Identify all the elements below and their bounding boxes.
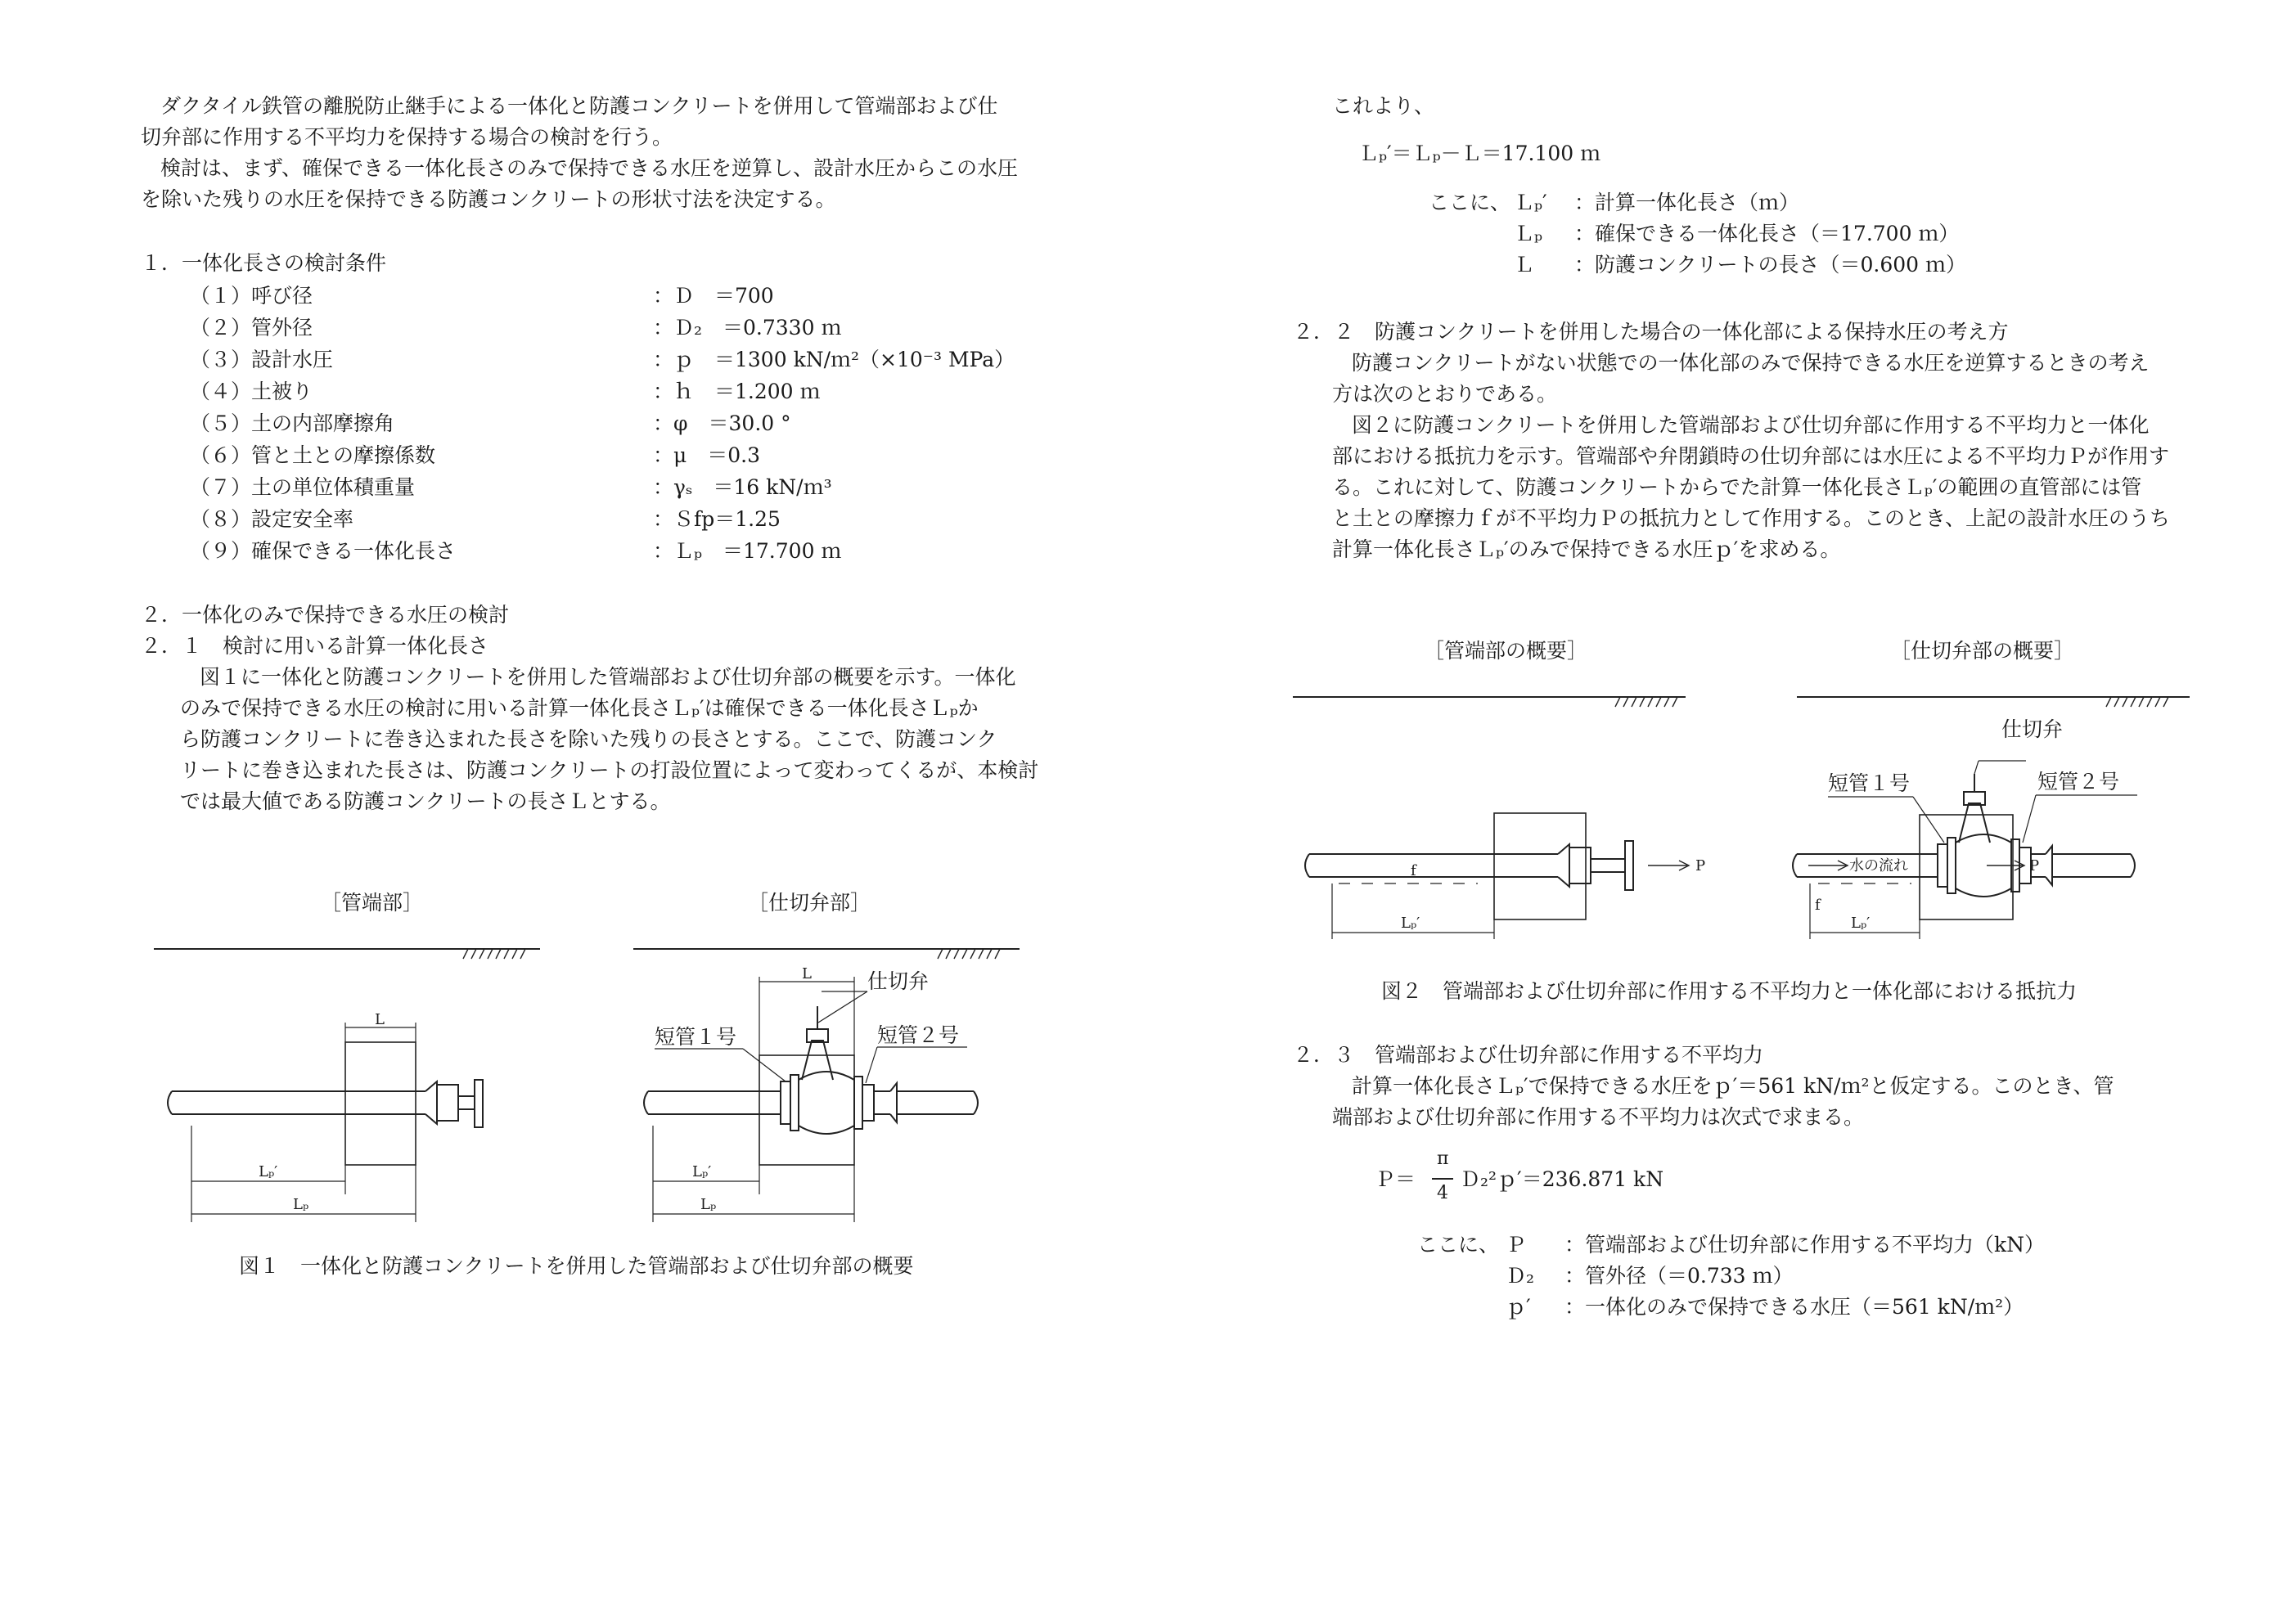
where1-desc: ：防護コンクリートの長さ（＝0.600 ｍ） [1574,253,1967,276]
where2-desc: ：一体化のみで保持できる水圧（＝561 kN/ｍ²） [1564,1295,2024,1319]
fraction-bar [1432,1178,1453,1180]
fig2-flow-label: 水の流れ [1849,857,1908,874]
fig2-short-pipe-1: 短管１号 [1828,771,1911,795]
fig1-caption: 図１ 一体化と防護コンクリートを併用した管端部および仕切弁部の概要 [239,1254,914,1278]
where2-symbol: Ｐ [1506,1233,1527,1257]
fig2-force-p-valve: P [2029,857,2040,874]
where1-desc: ：確保できる一体化長さ（＝17.700 ｍ） [1574,222,1960,245]
fig1-short-pipe-2: 短管２号 [877,1023,960,1047]
fig1-short-pipe-1: 短管１号 [655,1025,737,1049]
fig1-label-pipe-end: ［管端部］ [321,891,424,915]
formula-p-denominator: 4 [1437,1183,1448,1203]
formula-lp-prime: Ｌₚ′＝Ｌₚ－Ｌ＝17.100 ｍ [1358,142,1601,165]
where1-desc: ：計算一体化長さ（ｍ） [1574,191,1800,214]
s21-line-5: では最大値である防護コンクリートの長さＬとする。 [180,789,671,813]
formula-p-lhs: Ｐ＝ [1375,1167,1416,1191]
intro-line-4: を除いた残りの水圧を保持できる防護コンクリートの形状寸法を決定する。 [141,187,836,211]
s21-line-1: 図１に一体化と防護コンクリートを併用した管端部および仕切弁部の概要を示す。一体化 [200,665,1016,689]
where1-symbol: Ｌₚ′ [1514,191,1547,214]
fig2-friction-f-valve: f [1815,897,1821,914]
section-2-2-heading: ２．２ 防護コンクリートを併用した場合の一体化部による保持水圧の考え方 [1293,320,2009,344]
fig2-label-valve: ［仕切弁部の概要］ [1890,639,2075,663]
condition-value: ：Ｄ ＝700 [653,284,774,308]
formula-p-rhs: Ｄ₂²ｐ′＝236.871 kN [1460,1167,1664,1191]
condition-value: ：Ｌₚ ＝17.700 ｍ [653,539,842,563]
fig1-dim-lp-prime-valve: Lₚ′ [692,1163,712,1180]
fig2-caption: 図２ 管端部および仕切弁部に作用する不平均力と一体化部における抵抗力 [1381,979,2078,1003]
intro-line-2: 切弁部に作用する不平均力を保持する場合の検討を行う。 [141,125,673,149]
condition-label: （４）土被り [190,380,313,403]
fig1-dim-L-valve: L [802,965,812,982]
fig1-valve-label: 仕切弁 [867,969,930,993]
condition-value: ：ｐ ＝1300 kN/ｍ²（×10⁻³ MPa） [653,348,1015,371]
s23-line-2: 端部および仕切弁部に作用する不平均力は次式で求まる。 [1332,1105,1865,1129]
condition-label: （７）土の単位体積重量 [190,475,416,499]
condition-value: ：ｈ ＝1.200 ｍ [653,380,821,403]
condition-value: ：Ｄ₂ ＝0.7330 ｍ [653,316,842,339]
where2-symbol: Ｄ₂ [1506,1264,1535,1288]
s21-line-2: のみで保持できる水圧の検討に用いる計算一体化長さＬₚ′は確保できる一体化長さＬₚか [180,696,979,720]
condition-value: ：γₛ ＝16 kN/ｍ³ [653,475,832,499]
fig2-dim-lp-prime: Lₚ′ [1401,915,1420,932]
condition-label: （３）設計水圧 [190,348,334,371]
s22-line-5: る。これに対して、防護コンクリートからでた計算一体化長さＬₚ′の範囲の直管部には管 [1332,475,2142,499]
fig2-dim-lp-prime-valve: Lₚ′ [1851,915,1871,932]
condition-value: ：μ ＝0.3 [653,443,761,467]
s22-line-4: 部における抵抗力を示す。管端部や弁閉鎖時の仕切弁部には水圧による不平均力Ｐが作用す [1332,444,2170,468]
s22-line-2: 方は次のとおりである。 [1332,382,1558,406]
section-2-3-heading: ２．３ 管端部および仕切弁部に作用する不平均力 [1293,1043,1764,1067]
section-2-1-heading: ２．１ 検討に用いる計算一体化長さ [141,634,489,658]
where1-symbol: Ｌₚ [1514,222,1542,245]
s21-line-3: ら防護コンクリートに巻き込まれた長さを除いた残りの長さとする。ここで、防護コンク [180,727,997,751]
section-1-heading: １．一体化長さの検討条件 [141,251,387,275]
fig2-force-p: P [1695,857,1706,874]
fig2-friction-f: f [1411,862,1416,879]
s21-line-4: リートに巻き込まれた長さは、防護コンクリートの打設位置によって変わってくるが、本検討 [180,758,1039,782]
fig2-label-pipe-end: ［管端部の概要］ [1424,639,1588,663]
where2-desc: ：管外径（＝0.733 ｍ） [1564,1264,1794,1288]
fig1-dim-lp-prime: Lₚ′ [259,1163,278,1180]
condition-value: ：φ ＝30.0 ° [653,411,791,435]
condition-value: ：Ｓfp＝1.25 [653,507,781,531]
s22-line-7: 計算一体化長さＬₚ′のみで保持できる水圧ｐ′を求める。 [1332,537,1841,561]
s22-line-1: 防護コンクリートがない状態での一体化部のみで保持できる水圧を逆算するときの考え [1352,351,2150,375]
fig1-dim-lp-valve: Lₚ [700,1196,717,1213]
fig1-label-valve: ［仕切弁部］ [748,891,871,915]
fig1-dim-L: L [375,1011,385,1028]
fig2-valve-label: 仕切弁 [2001,717,2064,741]
where1-symbol: Ｌ [1514,253,1535,276]
fig2-short-pipe-2: 短管２号 [2037,770,2120,794]
s23-line-1: 計算一体化長さＬₚ′で保持できる水圧をｐ′＝561 kN/ｍ²と仮定する。このとき、管 [1352,1074,2114,1098]
where1-prefix: ここに、 [1429,191,1511,214]
where2-symbol: ｐ′ [1506,1295,1531,1319]
intro-line-1: ダクタイル鉄管の離脱防止継手による一体化と防護コンクリートを併用して管端部および仕 [160,94,998,118]
intro-line-3: 検討は、まず、確保できる一体化長さのみで保持できる水圧を逆算し、設計水圧からこの水圧 [160,156,1019,180]
s22-line-3: 図２に防護コンクリートを併用した管端部および仕切弁部に作用する不平均力と一体化 [1352,413,2150,437]
condition-label: （１）呼び径 [190,284,313,308]
s22-line-6: と土との摩擦力ｆが不平均力Ｐの抵抗力として作用する。このとき、上記の設計水圧のうち [1332,506,2171,530]
condition-label: （６）管と土との摩擦係数 [190,443,436,467]
condition-label: （２）管外径 [190,316,313,339]
condition-label: （９）確保できる一体化長さ [190,539,457,563]
thus-text: これより、 [1332,94,1435,118]
formula-p-numerator: π [1437,1149,1449,1169]
condition-label: （８）設定安全率 [190,507,354,531]
section-2-heading: ２．一体化のみで保持できる水圧の検討 [141,603,510,627]
condition-label: （５）土の内部摩擦角 [190,411,395,435]
where2-desc: ：管端部および仕切弁部に作用する不平均力（kN） [1564,1233,2046,1257]
where2-prefix: ここに、 [1417,1233,1500,1257]
fig1-dim-lp: Lₚ [293,1196,309,1213]
